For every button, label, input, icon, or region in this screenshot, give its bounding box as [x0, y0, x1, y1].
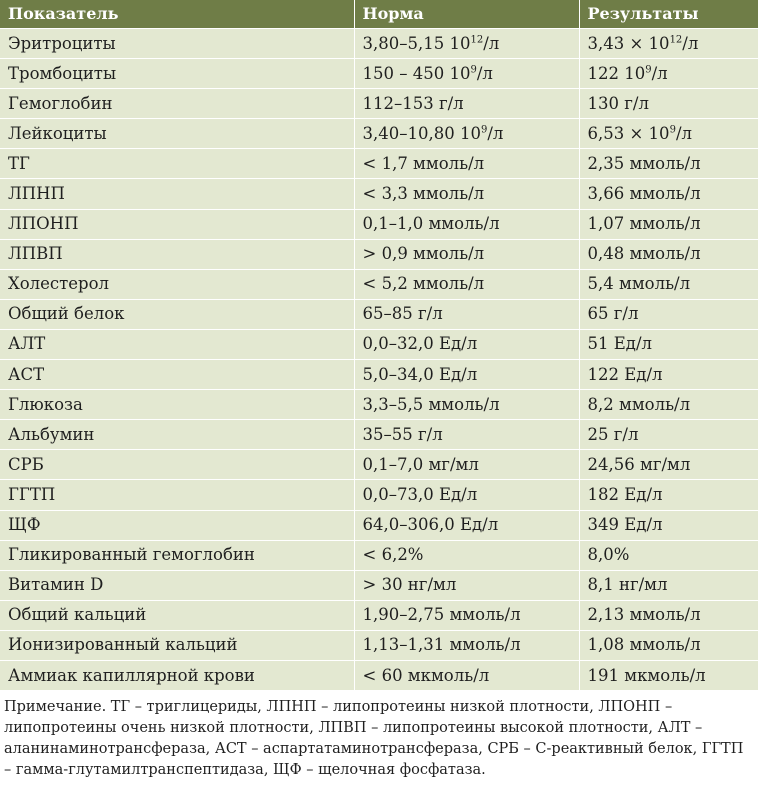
cell-norm: [354, 480, 579, 510]
cell-result: [579, 600, 758, 630]
value-text: 65–85 г/л: [362, 304, 443, 324]
cell-norm: [354, 29, 579, 59]
cell-result: [579, 630, 758, 660]
value-text: 3,3–5,5 ммоль/л: [362, 394, 500, 414]
table-body: [0, 29, 758, 691]
table-row: [0, 209, 758, 239]
cell-result: [579, 59, 758, 89]
value-text: 122 10: [587, 63, 646, 83]
value-unit: /л: [483, 33, 500, 53]
cell-indicator: Гликированный гемоглобин: [0, 540, 354, 570]
value-text: 35–55 г/л: [362, 424, 443, 444]
cell-indicator: ЛПВП: [0, 239, 354, 269]
cell-result: [579, 360, 758, 390]
cell-indicator: Ионизированный кальций: [0, 630, 354, 660]
table-row: [0, 179, 758, 209]
value-text: 3,43 × 10: [587, 33, 670, 53]
table-row: [0, 360, 758, 390]
value-unit: /л: [651, 63, 668, 83]
value-unit: /л: [675, 123, 692, 143]
cell-indicator: Эритроциты: [0, 29, 354, 59]
value-text: 349 Ед/л: [587, 515, 663, 535]
value-text: 8,2 ммоль/л: [587, 394, 691, 414]
cell-result: [579, 239, 758, 269]
cell-indicator: Витамин D: [0, 570, 354, 600]
cell-indicator: Общий кальций: [0, 600, 354, 630]
cell-indicator: Аммиак капиллярной крови: [0, 660, 354, 690]
value-text: 8,0%: [587, 545, 630, 565]
value-exponent: 9: [669, 124, 676, 136]
value-text: < 1,7 ммоль/л: [362, 153, 485, 173]
value-text: < 3,3 ммоль/л: [362, 184, 485, 204]
cell-result: [579, 179, 758, 209]
value-text: 3,80–5,15 10: [362, 33, 471, 53]
value-text: 0,1–7,0 мг/мл: [362, 454, 479, 474]
table-row: [0, 269, 758, 299]
cell-indicator: АЛТ: [0, 329, 354, 359]
value-text: 0,48 ммоль/л: [587, 244, 701, 264]
cell-norm: [354, 59, 579, 89]
table-row: [0, 119, 758, 149]
cell-norm: [354, 149, 579, 179]
value-text: 8,1 нг/мл: [587, 575, 668, 595]
value-text: 3,40–10,80 10: [362, 123, 481, 143]
cell-norm: [354, 630, 579, 660]
cell-result: [579, 570, 758, 600]
table-row: [0, 299, 758, 329]
cell-norm: [354, 540, 579, 570]
table-row: [0, 600, 758, 630]
table-row: [0, 149, 758, 179]
cell-norm: [354, 119, 579, 149]
value-unit: /л: [487, 123, 504, 143]
value-exponent: 12: [669, 34, 683, 46]
value-text: 1,90–2,75 ммоль/л: [362, 605, 521, 625]
value-exponent: 9: [480, 124, 488, 136]
cell-result: [579, 209, 758, 239]
table-row: [0, 450, 758, 480]
value-text: 1,08 ммоль/л: [587, 635, 701, 655]
cell-norm: [354, 329, 579, 359]
table-row: [0, 510, 758, 540]
value-text: 6,53 × 10: [587, 123, 670, 143]
table-row: [0, 89, 758, 119]
cell-result: [579, 540, 758, 570]
cell-indicator: ЩФ: [0, 510, 354, 540]
value-unit: /л: [682, 33, 699, 53]
value-exponent: 9: [470, 64, 477, 76]
cell-indicator: Холестерол: [0, 269, 354, 299]
cell-result: [579, 480, 758, 510]
cell-indicator: АСТ: [0, 360, 354, 390]
table-row: [0, 390, 758, 420]
value-text: < 60 мкмоль/л: [362, 665, 490, 685]
cell-result: [579, 450, 758, 480]
header-results: Результаты: [579, 0, 758, 29]
cell-result: [579, 299, 758, 329]
table-header: [0, 0, 758, 29]
cell-norm: [354, 450, 579, 480]
cell-norm: [354, 179, 579, 209]
value-text: 5,0–34,0 Ед/л: [362, 364, 478, 384]
value-text: > 30 нг/мл: [362, 575, 457, 595]
cell-indicator: Глюкоза: [0, 390, 354, 420]
cell-result: [579, 420, 758, 450]
value-text: 0,0–32,0 Ед/л: [362, 334, 478, 354]
cell-result: [579, 269, 758, 299]
value-text: 3,66 ммоль/л: [587, 184, 701, 204]
cell-result: [579, 119, 758, 149]
value-text: 0,1–1,0 ммоль/л: [362, 214, 500, 234]
cell-result: [579, 329, 758, 359]
table-row: [0, 29, 758, 59]
table-row: [0, 329, 758, 359]
table-row: [0, 570, 758, 600]
cell-norm: [354, 420, 579, 450]
table-row: [0, 540, 758, 570]
cell-indicator: Общий белок: [0, 299, 354, 329]
value-text: 0,0–73,0 Ед/л: [362, 484, 478, 504]
header-indicator: Показатель: [0, 0, 354, 29]
cell-norm: [354, 269, 579, 299]
cell-norm: [354, 89, 579, 119]
value-text: 51 Ед/л: [587, 334, 652, 354]
cell-norm: [354, 510, 579, 540]
cell-indicator: Тромбоциты: [0, 59, 354, 89]
cell-indicator: Альбумин: [0, 420, 354, 450]
cell-indicator: Гемоглобин: [0, 89, 354, 119]
value-exponent: 12: [470, 34, 484, 46]
cell-indicator: ЛПОНП: [0, 209, 354, 239]
cell-norm: [354, 390, 579, 420]
value-text: 130 г/л: [587, 93, 649, 113]
value-text: 5,4 ммоль/л: [587, 274, 691, 294]
cell-indicator: ТГ: [0, 149, 354, 179]
value-text: 1,13–1,31 ммоль/л: [362, 635, 521, 655]
cell-norm: [354, 600, 579, 630]
cell-norm: [354, 360, 579, 390]
cell-norm: [354, 299, 579, 329]
value-text: < 6,2%: [362, 545, 424, 565]
table-row: [0, 480, 758, 510]
value-text: 2,35 ммоль/л: [587, 153, 701, 173]
value-text: 122 Ед/л: [587, 364, 663, 384]
cell-indicator: ЛПНП: [0, 179, 354, 209]
cell-result: [579, 89, 758, 119]
value-text: 64,0–306,0 Ед/л: [362, 515, 499, 535]
value-text: 191 мкмоль/л: [587, 665, 706, 685]
value-text: < 5,2 ммоль/л: [362, 274, 485, 294]
cell-result: [579, 660, 758, 690]
cell-result: [579, 29, 758, 59]
cell-result: [579, 510, 758, 540]
cell-result: [579, 390, 758, 420]
value-text: 2,13 ммоль/л: [587, 605, 701, 625]
table-footnote: Примечание. ТГ – триглицериды, ЛПНП – липопротеины низкой плотности, ЛПОНП – липопротеины очень низкой плотности, ЛПВП – липопротеины высокой плотности, АЛТ – аланинаминотрансфераза, АСТ – аспартатаминотрансфераза, СРБ – С-реактивный белок, ГГТП – гамма-глутамилтранспептидаза, ЩФ – щелочная фосфатаза.: [4, 699, 744, 779]
table-row: [0, 420, 758, 450]
cell-indicator: СРБ: [0, 450, 354, 480]
cell-norm: [354, 570, 579, 600]
header-norm: Норма: [354, 0, 579, 29]
value-text: 182 Ед/л: [587, 484, 663, 504]
cell-indicator: ГГТП: [0, 480, 354, 510]
table-row: [0, 630, 758, 660]
value-unit: /л: [476, 63, 493, 83]
table-row: [0, 239, 758, 269]
value-text: 25 г/л: [587, 424, 639, 444]
value-text: 1,07 ммоль/л: [587, 214, 701, 234]
value-text: 65 г/л: [587, 304, 639, 324]
value-text: 150 – 450 10: [362, 63, 471, 83]
value-text: 112–153 г/л: [362, 93, 464, 113]
cell-result: [579, 149, 758, 179]
value-text: 24,56 мг/мл: [587, 454, 691, 474]
cell-norm: [354, 209, 579, 239]
value-exponent: 9: [645, 64, 652, 76]
table-row: [0, 660, 758, 690]
header-row: [0, 0, 758, 29]
table-row: [0, 59, 758, 89]
cell-norm: [354, 660, 579, 690]
cell-indicator: Лейкоциты: [0, 119, 354, 149]
cell-norm: [354, 239, 579, 269]
value-text: > 0,9 ммоль/л: [362, 244, 485, 264]
